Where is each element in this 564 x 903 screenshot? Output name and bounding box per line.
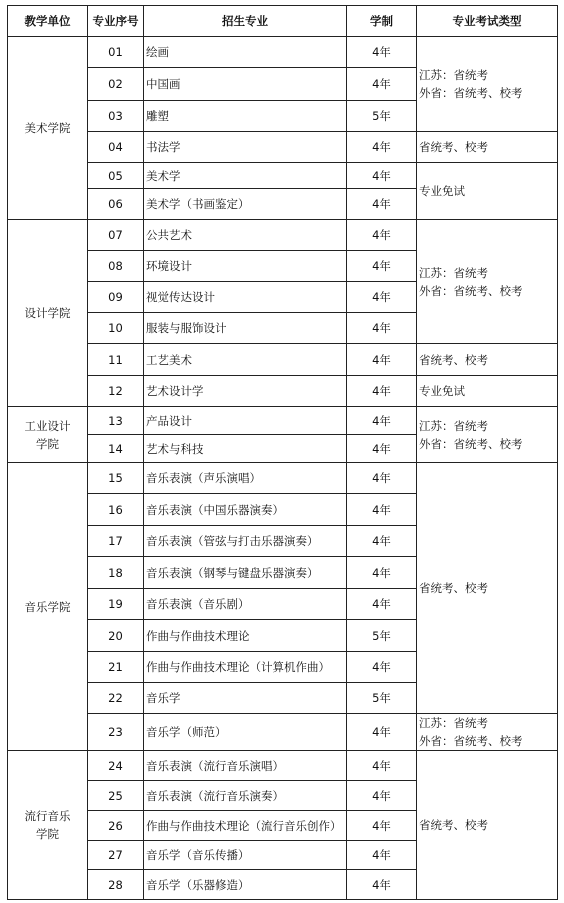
major-name-cell: 视觉传达设计 — [144, 282, 347, 313]
duration-cell: 4年 — [347, 751, 417, 781]
major-number-cell: 11 — [88, 344, 144, 376]
major-number-cell: 07 — [88, 220, 144, 251]
major-number-cell: 27 — [88, 841, 144, 870]
major-name-cell: 音乐表演（流行音乐演奏） — [144, 781, 347, 811]
major-name-cell: 作曲与作曲技术理论（流行音乐创作） — [144, 811, 347, 841]
major-name-cell: 服装与服饰设计 — [144, 313, 347, 344]
teaching-unit-cell: 流行音乐学院 — [8, 751, 88, 900]
header-exam-type: 专业考试类型 — [417, 6, 558, 37]
major-name-cell: 绘画 — [144, 37, 347, 68]
major-name-cell: 音乐表演（管弦与打击乐器演奏） — [144, 526, 347, 557]
table-row — [8, 37, 558, 68]
major-name-cell: 音乐表演（声乐演唱） — [144, 463, 347, 494]
table-row — [8, 463, 558, 494]
exam-type-cell — [417, 163, 558, 220]
major-name-cell: 作曲与作曲技术理论 — [144, 620, 347, 652]
major-number-cell: 04 — [88, 132, 144, 163]
header-major-name: 招生专业 — [144, 6, 347, 37]
major-name-cell: 音乐学（师范） — [144, 714, 347, 751]
table-row — [8, 163, 558, 189]
major-name-cell: 中国画 — [144, 68, 347, 101]
header-teaching-unit: 教学单位 — [8, 6, 88, 37]
exam-type-line: 外省：省统考、校考 — [419, 734, 523, 748]
major-number-cell: 14 — [88, 435, 144, 463]
major-number-cell: 16 — [88, 494, 144, 526]
duration-cell: 4年 — [347, 494, 417, 526]
duration-cell: 5年 — [347, 620, 417, 652]
duration-cell: 4年 — [347, 652, 417, 683]
major-number-cell: 10 — [88, 313, 144, 344]
major-name-cell: 音乐表演（钢琴与键盘乐器演奏） — [144, 557, 347, 589]
major-number-cell: 03 — [88, 101, 144, 132]
table-row — [8, 220, 558, 251]
duration-cell: 4年 — [347, 282, 417, 313]
major-number-cell: 26 — [88, 811, 144, 841]
major-name-cell: 音乐表演（中国乐器演奏） — [144, 494, 347, 526]
teaching-unit-cell: 音乐学院 — [8, 463, 88, 751]
duration-cell: 4年 — [347, 589, 417, 620]
table-row — [8, 376, 558, 407]
exam-type-cell — [417, 344, 558, 376]
admissions-majors-table — [7, 5, 558, 900]
major-number-cell: 05 — [88, 163, 144, 189]
major-number-cell: 28 — [88, 870, 144, 900]
table-header-row — [8, 6, 558, 37]
teaching-unit-cell: 美术学院 — [8, 37, 88, 220]
duration-cell: 4年 — [347, 557, 417, 589]
major-number-cell: 13 — [88, 407, 144, 435]
major-number-cell: 24 — [88, 751, 144, 781]
teaching-unit-cell: 设计学院 — [8, 220, 88, 407]
major-number-cell: 02 — [88, 68, 144, 101]
major-number-cell: 06 — [88, 189, 144, 220]
exam-type-line: 省统考、校考 — [419, 581, 488, 595]
major-name-cell: 音乐表演（音乐剧） — [144, 589, 347, 620]
header-major-number: 专业序号 — [88, 6, 144, 37]
exam-type-cell — [417, 37, 558, 132]
major-name-cell: 艺术与科技 — [144, 435, 347, 463]
exam-type-line: 专业免试 — [419, 184, 465, 198]
duration-cell: 5年 — [347, 101, 417, 132]
exam-type-cell — [417, 407, 558, 463]
major-number-cell: 21 — [88, 652, 144, 683]
duration-cell: 4年 — [347, 251, 417, 282]
exam-type-cell — [417, 376, 558, 407]
table-row — [8, 751, 558, 781]
header-duration: 学制 — [347, 6, 417, 37]
major-number-cell: 08 — [88, 251, 144, 282]
major-number-cell: 01 — [88, 37, 144, 68]
exam-type-line: 江苏：省统考 — [419, 68, 488, 82]
duration-cell: 4年 — [347, 781, 417, 811]
major-number-cell: 18 — [88, 557, 144, 589]
exam-type-line: 外省：省统考、校考 — [419, 436, 523, 451]
duration-cell: 4年 — [347, 313, 417, 344]
duration-cell: 4年 — [347, 189, 417, 220]
exam-type-cell — [417, 220, 558, 344]
duration-cell: 4年 — [347, 714, 417, 751]
duration-cell: 4年 — [347, 132, 417, 163]
major-name-cell: 音乐学（乐器修造） — [144, 870, 347, 900]
exam-type-line: 江苏：省统考 — [419, 418, 488, 433]
exam-type-cell — [417, 714, 558, 751]
table-row — [8, 344, 558, 376]
major-number-cell: 23 — [88, 714, 144, 751]
exam-type-line: 专业免试 — [419, 384, 465, 398]
table-row — [8, 407, 558, 435]
major-number-cell: 25 — [88, 781, 144, 811]
exam-type-line: 江苏：省统考 — [419, 265, 488, 280]
major-number-cell: 15 — [88, 463, 144, 494]
major-name-cell: 环境设计 — [144, 251, 347, 282]
major-number-cell: 19 — [88, 589, 144, 620]
table-row — [8, 132, 558, 163]
exam-type-line: 江苏：省统考 — [419, 716, 488, 730]
duration-cell: 4年 — [347, 220, 417, 251]
exam-type-cell — [417, 132, 558, 163]
duration-cell: 5年 — [347, 683, 417, 714]
major-name-cell: 工艺美术 — [144, 344, 347, 376]
major-name-cell: 产品设计 — [144, 407, 347, 435]
duration-cell: 4年 — [347, 37, 417, 68]
major-name-cell: 音乐学 — [144, 683, 347, 714]
exam-type-line: 外省：省统考、校考 — [419, 283, 523, 298]
duration-cell: 4年 — [347, 841, 417, 870]
major-name-cell: 艺术设计学 — [144, 376, 347, 407]
exam-type-cell — [417, 463, 558, 714]
exam-type-line: 省统考、校考 — [419, 352, 488, 367]
major-name-cell: 作曲与作曲技术理论（计算机作曲） — [144, 652, 347, 683]
major-number-cell: 12 — [88, 376, 144, 407]
duration-cell: 4年 — [347, 68, 417, 101]
duration-cell: 4年 — [347, 435, 417, 463]
major-name-cell: 美术学 — [144, 163, 347, 189]
teaching-unit-cell: 工业设计学院 — [8, 407, 88, 463]
duration-cell: 4年 — [347, 407, 417, 435]
duration-cell: 4年 — [347, 344, 417, 376]
major-name-cell: 音乐学（音乐传播） — [144, 841, 347, 870]
exam-type-line: 省统考、校考 — [419, 818, 488, 832]
exam-type-cell — [417, 751, 558, 900]
duration-cell: 4年 — [347, 870, 417, 900]
major-name-cell: 书法学 — [144, 132, 347, 163]
duration-cell: 4年 — [347, 163, 417, 189]
duration-cell: 4年 — [347, 811, 417, 841]
duration-cell: 4年 — [347, 526, 417, 557]
exam-type-line: 省统考、校考 — [419, 140, 488, 154]
table-row — [8, 714, 558, 751]
duration-cell: 4年 — [347, 376, 417, 407]
major-number-cell: 17 — [88, 526, 144, 557]
major-name-cell: 公共艺术 — [144, 220, 347, 251]
major-number-cell: 20 — [88, 620, 144, 652]
duration-cell: 4年 — [347, 463, 417, 494]
major-number-cell: 22 — [88, 683, 144, 714]
major-name-cell: 雕塑 — [144, 101, 347, 132]
major-name-cell: 音乐表演（流行音乐演唱） — [144, 751, 347, 781]
exam-type-line: 外省：省统考、校考 — [419, 86, 523, 100]
major-number-cell: 09 — [88, 282, 144, 313]
major-name-cell: 美术学（书画鉴定） — [144, 189, 347, 220]
